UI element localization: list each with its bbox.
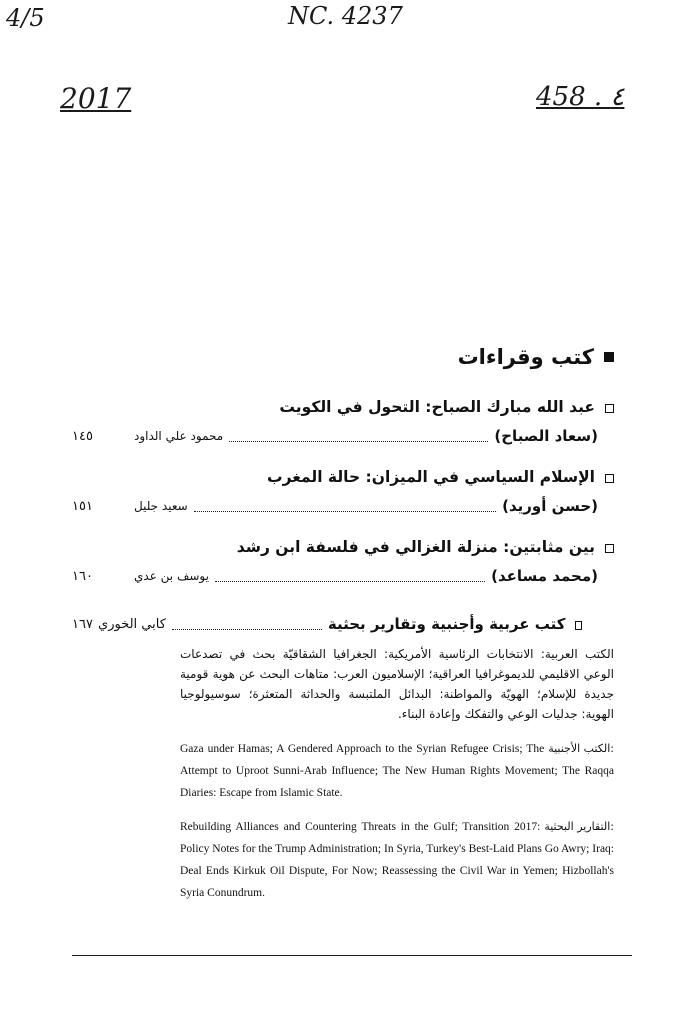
section-title: كتب وقراءات xyxy=(457,345,594,369)
page-number: ١٥١ xyxy=(72,498,93,514)
section-heading xyxy=(458,345,614,369)
handwritten-catalog-number: NC. 4237 xyxy=(288,2,403,30)
filled-square-bullet-icon xyxy=(604,352,614,362)
foreign-books-paragraph xyxy=(180,738,614,804)
reviewer-name: كابي الخوري xyxy=(98,616,166,632)
empty-square-bullet-icon xyxy=(605,474,614,483)
reports-line xyxy=(72,614,598,634)
book-title: عبد الله مبارك الصباح: التحول في الكويت xyxy=(279,398,595,416)
reviewer-name: محمود علي الداود xyxy=(134,429,224,443)
dot-leader xyxy=(172,619,322,630)
handwritten-page-mark: 4/5 xyxy=(6,4,45,32)
empty-square-bullet-icon xyxy=(575,621,582,630)
foreign-books-text: Gaza under Hamas; A Gendered Approach to the Syrian Refugee Crisis; The Attempt to Uproot Sunni-Arab Influence; The New Human Rights Movement; The Raqqa Diaries: Escape from Islamic State. xyxy=(180,743,614,799)
foreign-books-label: الكتب الأجنبية: xyxy=(548,742,614,755)
research-reports-label: التقارير البحثية: xyxy=(544,820,614,833)
reports-title: كتب عربية وأجنبية وتقارير بحثية xyxy=(327,615,566,633)
arabic-books-paragraph: الكتب العربية: الانتخابات الرئاسية الأمريكية: الجغرافيا الشقاقيّة بحث في تصدعات الوعي الاقليمي للديموغرافيا العراقية؛ الإسلاميون العرب: متاهات البحث عن هوية قومية جديدة للإسلام؛ الهويّة والمواطنة: البدائل الملتبسة والحداثة المتعثرة؛ سوسيولوجيا الهوية: جدليات الوعي والتفكك وإعادة البناء. xyxy=(180,647,614,721)
empty-square-bullet-icon xyxy=(605,404,614,413)
entry-byline-3 xyxy=(72,566,598,586)
entry-title-2 xyxy=(267,468,614,486)
handwritten-shelf-code: 458 . ٤ xyxy=(536,82,625,112)
reviewer-name: يوسف بن عدي xyxy=(134,569,209,583)
book-title: الإسلام السياسي في الميزان: حالة المغرب xyxy=(267,468,595,486)
handwritten-year: 2017 xyxy=(60,82,132,115)
page-number: ١٤٥ xyxy=(72,428,93,444)
entry-title-3 xyxy=(237,538,614,556)
reviewer-name: سعيد جليل xyxy=(134,499,188,513)
research-reports-paragraph xyxy=(180,816,614,904)
book-title: بين مثابتين: منزلة الغزالي في فلسفة ابن رشد xyxy=(236,538,595,556)
empty-square-bullet-icon xyxy=(605,544,614,553)
dot-leader xyxy=(194,501,496,512)
page-number: ١٦٧ xyxy=(72,616,93,632)
book-author: (سعاد الصباح) xyxy=(494,427,598,445)
dot-leader xyxy=(215,571,485,582)
footer-rule xyxy=(72,955,632,956)
dot-leader xyxy=(229,431,488,442)
research-reports-text: Rebuilding Alliances and Countering Threats in the Gulf; Transition 2017: Policy Notes for the Trump Administration; In Syria, Turkey's Best-Laid Plans Go Awry; Iraq: Deal Ends Kirkuk Oil Dispute, For Now; Reassessing the Civil War in Yemen; Hizbollah's Syria Conundrum. xyxy=(180,821,614,899)
entry-byline-2 xyxy=(72,496,598,516)
book-author: (محمد مساعد) xyxy=(491,567,598,585)
book-author: (حسن أوريد) xyxy=(502,497,598,515)
page-number: ١٦٠ xyxy=(72,568,93,584)
entry-byline-1 xyxy=(72,426,598,446)
entry-title-1 xyxy=(279,398,614,416)
